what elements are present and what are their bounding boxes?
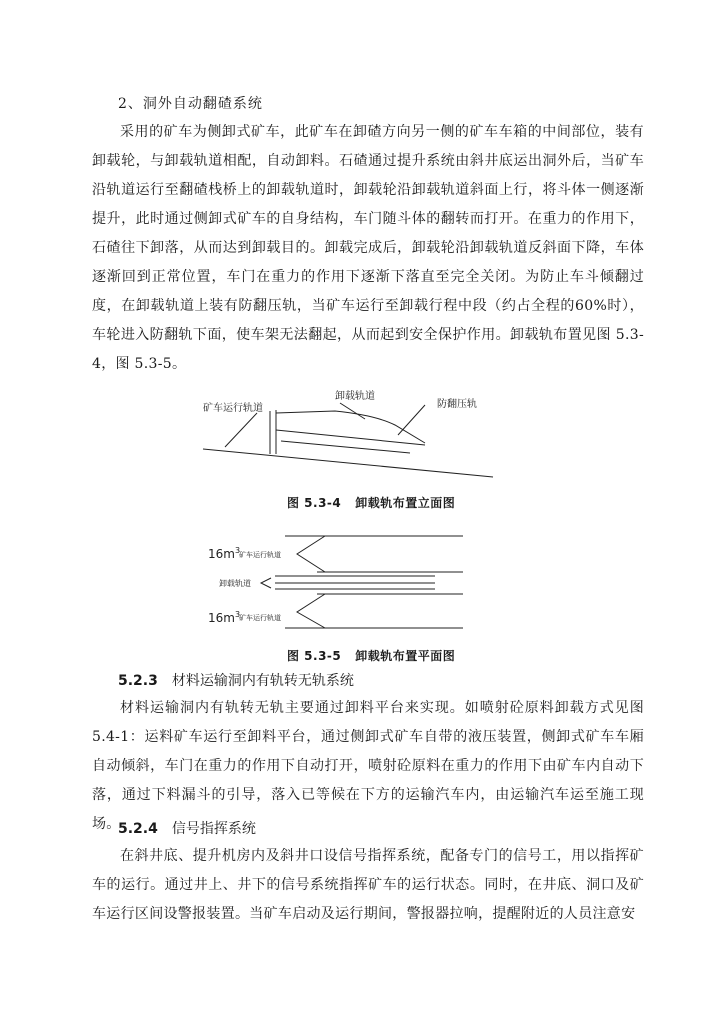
section-heading-material-transport bbox=[118, 670, 354, 690]
paragraph-text: 在斜井底、提升机房内及斜井口设信号指挥系统，配备专门的信号工，用以指挥矿车的运行。通过井上、井下的信号系统指挥矿车的运行状态。同时，在井底、洞口及矿车运行区间设警报装置。当矿车启动及运行期间，警报器拉响，提醒附近的人员注意安 bbox=[92, 848, 644, 922]
paragraph-text: 材料运输洞内有轨转无轨主要通过卸料平台来实现。如喷射砼原料卸载方式见图 5.4-1：运料矿车运行至卸料平台，通过侧卸式矿车自带的液压装置，侧卸式矿车车厢自动倾斜，车门在重力的作用下自动打开，喷射砼原料在重力的作用下由矿车内自动下落，通过下料漏斗的引导，落入已等候在下方的运输汽车内，由运输汽车运至施工现场。 bbox=[92, 700, 644, 832]
unload-leader bbox=[340, 403, 365, 419]
antiflip-leader bbox=[398, 405, 425, 435]
section-number: 5.2.4 bbox=[118, 821, 158, 837]
caption-number: 图 5.3-4 bbox=[287, 496, 342, 510]
caption-text: 卸载轨布置平面图 bbox=[355, 649, 456, 663]
section-title: 信号指挥系统 bbox=[171, 821, 256, 837]
figure-caption-plan bbox=[287, 647, 455, 664]
label-antiflip-rail: 防翻压轨 bbox=[437, 399, 477, 410]
top-size-label: $16m^3$ bbox=[208, 546, 241, 561]
figure-elevation bbox=[195, 383, 515, 483]
paragraph-signal-system bbox=[92, 842, 644, 929]
figure-plan bbox=[205, 530, 470, 630]
paragraph-text: 采用的矿车为侧卸式矿车，此矿车在卸碴方向另一侧的矿车车箱的中间部位，装有卸载轮，与卸载轨道相配，自动卸料。石碴通过提升系统由斜井底运出洞外后，当矿车沿轨道运行至翻碴栈桥上的卸载轨道时，卸载轮沿卸载轨道斜面上行，将斗体一侧逐渐提升，此时通过侧卸式矿车的自身结构，车门随斗体的翻转而打开。在重力的作用下，石碴往下卸落，从而达到卸载目的。卸载完成后，卸载轮沿卸载轨道反斜面下降，车体逐渐回到正常位置，车门在重力的作用下逐渐下落直至完全关闭。为防止车斗倾翻过度，在卸载轨道上装有防翻压轨，当矿车运行至卸载行程中段（约占全程的60%时），车轮进入防翻轨下面，使车架无法翻起，从而起到安全保护作用。卸载轨布置见图 5.3-4，图 5.3-5。 bbox=[92, 124, 644, 372]
ground-line bbox=[203, 449, 493, 477]
section-heading-signal-system bbox=[118, 818, 256, 838]
caption-number: 图 5.3-5 bbox=[287, 649, 342, 663]
top-arrow bbox=[297, 536, 325, 572]
track-leader-line bbox=[225, 413, 257, 447]
section-title: 材料运输洞内有轨转无轨系统 bbox=[171, 673, 354, 689]
unload-rail bbox=[276, 411, 425, 443]
caption-text: 卸载轨布置立面图 bbox=[355, 496, 456, 510]
bottom-arrow bbox=[297, 594, 325, 628]
mid-arrow bbox=[261, 578, 271, 588]
bottom-track-label: 矿车运行轨道 bbox=[239, 614, 281, 622]
figure-caption-elevation bbox=[287, 494, 455, 511]
unload-rail-lower2 bbox=[281, 441, 410, 453]
paragraph-unloading-system bbox=[92, 118, 644, 379]
bottom-size-label: $16m^3$ bbox=[208, 610, 241, 625]
subsection-heading: 2、洞外自动翻碴系统 bbox=[118, 96, 263, 112]
section-number: 5.2.3 bbox=[118, 673, 158, 689]
label-unload-rail: 卸载轨道 bbox=[335, 391, 375, 402]
label-track: 矿车运行轨道 bbox=[203, 403, 263, 414]
top-track-label: 矿车运行轨道 bbox=[239, 551, 281, 559]
mid-track-label: 卸载轨道 bbox=[219, 579, 251, 588]
